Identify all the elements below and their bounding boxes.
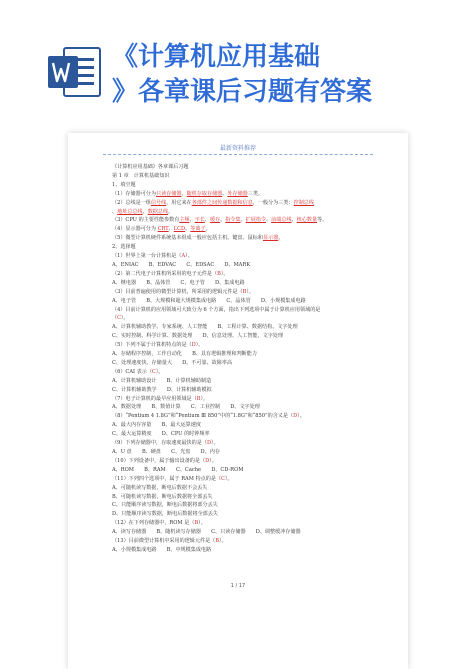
line-text: （6）CAI 表示（ (112, 368, 152, 375)
line-text: 。 (205, 226, 211, 233)
line-text: 、 (168, 226, 174, 233)
document-line (112, 234, 374, 243)
document-title-line-1: 《计算机应用基础 (112, 42, 321, 72)
document-line (112, 421, 374, 430)
line-text: （ (112, 315, 118, 322)
line-text: ）。 (224, 475, 233, 482)
line-text: 第 1 章 计算机基础知识 (112, 172, 170, 179)
line-text: 2、选择题 (112, 244, 136, 251)
document-line (112, 208, 374, 217)
choice-answer: B (215, 538, 220, 545)
document-body (112, 163, 374, 555)
line-text: A、ENIAC B、EDVAC C、EDSAC D、MARK (112, 261, 251, 268)
line-text: A、计算机辅助设计 B、计算机辅助制造 (112, 377, 212, 384)
fill-answer: 字长 (194, 217, 205, 224)
fill-answer: 各部件之间传递数据和信息 (191, 199, 253, 206)
fill-answer: 地址总总线 (117, 208, 143, 215)
document-line (112, 466, 374, 475)
document-line (112, 528, 374, 537)
line-text: A、读写存储器 B、随机读写存储器 C、只读存储器 D、调整缓冲存储器 (112, 529, 301, 536)
fill-answer: 前端总线 (271, 217, 292, 224)
line-text: ）。 (219, 538, 227, 545)
line-text: 1、填空题 (112, 181, 136, 188)
document-line (112, 270, 374, 279)
line-text: A、可随机读写数据，断电后数据不会丢失 (112, 484, 208, 491)
recommend-banner: 最新资料推荐 (103, 143, 373, 155)
line-text: ）。 (220, 270, 229, 277)
line-text: （10）下列设备中，属于输出设备的是（ (112, 457, 206, 464)
line-text: A、数据处理 B、数值计算 C、工业控制 D、文字处理 (112, 404, 260, 411)
document-line (112, 288, 374, 297)
line-text: A、最大内存容量 B、最大运算速度 (112, 422, 201, 429)
line-text: A、电子管 B、大规模和超大规模集成电路 C、晶体管 D、小规模集成电路 (112, 297, 306, 304)
document-line (112, 368, 374, 377)
line-text: ）。 (246, 288, 254, 295)
document-line (112, 439, 374, 448)
document-line (112, 519, 374, 528)
line-text: A、继电器 B、晶体管 C、电子管 D、集成电路 (112, 279, 245, 286)
line-text: ，一般分为三类： (252, 199, 294, 206)
document-line (112, 412, 374, 421)
line-text: （4）显示器可分为 (112, 226, 158, 233)
line-text: 、 (142, 208, 148, 215)
line-text: 、 (112, 208, 118, 215)
document-line (112, 546, 374, 555)
choice-answer: D (191, 342, 196, 349)
line-text: （5）下列不属于计算机特点的是（ (112, 342, 192, 349)
choice-answer: B (196, 395, 201, 402)
word-document-icon (46, 44, 102, 100)
document-page (68, 133, 408, 669)
line-text: A、小规模集成电路 B、中规模集成电路 (112, 546, 212, 553)
document-line (112, 350, 374, 359)
line-text: （5）微型计算机硬件系统基本组成一般应包括主机、键盘、鼠标和 (112, 235, 263, 242)
document-line (112, 297, 374, 306)
document-line (112, 332, 374, 341)
line-text: ）。 (209, 457, 217, 464)
document-line (112, 377, 374, 386)
line-text: （1）世界上第一台计算机是（ (112, 253, 182, 260)
document-line (112, 359, 374, 368)
document-line (112, 199, 374, 208)
fill-answer: 控制总线 (293, 199, 314, 206)
line-text: （11）下列四个选项中，属于 RAM 特点的是（ (112, 475, 222, 482)
document-line (112, 448, 374, 457)
line-text: 等。 (317, 217, 328, 224)
line-text: （3）CPU 的主要性能参数有 (112, 217, 180, 224)
fill-answer: 等离子 (190, 226, 206, 233)
line-text: A、存储程序控制，工作自动化 B、具有逻辑推理和判断能力 (112, 351, 257, 358)
fill-answer: 数据总线 (147, 208, 169, 215)
document-line (112, 501, 374, 510)
line-text: （9）下列存储器中，存取速度最快的是（ (112, 440, 207, 447)
document-line (112, 323, 374, 332)
line-text: （1）存储器可分为 (112, 190, 156, 197)
line-text: ）。 (195, 342, 204, 349)
line-text: ，用它来在 (166, 199, 192, 206)
line-text: （7）电子计算机的最早应用领域是（ (112, 395, 197, 402)
document-line (112, 190, 374, 199)
choice-answer: C (221, 475, 225, 482)
line-text: （2）第二代电子计算机所采用的电子元件是（ (112, 270, 218, 277)
line-text: 《计算机应用基础》各章课后习题 (112, 164, 189, 170)
line-text: C、处理速度快、存储量大 D、不可靠、故障率高 (112, 359, 233, 366)
line-text: （12）在下列存储器中，ROM 是（ (112, 520, 195, 527)
choice-answer: C (151, 368, 156, 375)
document-line (112, 225, 374, 234)
fill-answer: 随机存取存储器 (186, 190, 223, 197)
header (0, 0, 474, 120)
document-line (112, 314, 374, 323)
line-text: B、可随机读写数据，断电后数据将全部丢失 (112, 493, 213, 500)
fill-answer: 外存储器 (227, 190, 248, 197)
line-text: ）。 (297, 413, 305, 420)
choice-answer: B (194, 520, 199, 527)
document-line (112, 252, 374, 261)
line-text: 、 (204, 217, 210, 224)
line-text: 、 (220, 217, 226, 224)
line-text: 、 (189, 217, 195, 224)
line-text: C、最大运算精度 D、CPU 的时钟频率 (112, 431, 210, 438)
document-line (112, 403, 374, 412)
fill-answer: 缓存 (209, 217, 221, 224)
line-text: ）。 (185, 253, 193, 260)
page-number: 1 / 17 (230, 583, 246, 589)
document-line (112, 537, 374, 546)
document-line (112, 475, 374, 484)
choice-answer: A (181, 253, 186, 260)
line-text: （8）“Pentium 4 1.8G”和“Pentium Ⅲ 850”中的“1.8G”和“850”的含义是（ (112, 413, 294, 420)
line-text: D、只能顺序读写数据，断电后数据将全部丢失 (112, 511, 218, 518)
document-line (112, 395, 374, 404)
choice-answer: B (217, 270, 221, 277)
fill-answer: 指令集 (225, 217, 241, 224)
line-text: 、 (266, 217, 272, 224)
line-text: ）。 (198, 520, 206, 527)
fill-answer: 显示器 (262, 235, 279, 242)
line-text: ）。 (211, 440, 219, 447)
choice-answer: D (205, 457, 210, 464)
document-line (112, 172, 374, 181)
line-text: C、计算机辅助教学 D、计算机辅助模拟 (112, 386, 212, 393)
fill-answer: 只读存储器 (156, 190, 182, 197)
document-line (112, 510, 374, 519)
fill-answer: CRT (157, 226, 169, 233)
line-text: A、U 盘 B、硬盘 C、光盘 D、内存 (112, 449, 220, 455)
document-line (112, 163, 374, 172)
choice-answer: C (117, 315, 122, 322)
line-text: 。 (168, 208, 174, 215)
line-text: ）。 (121, 315, 129, 322)
choice-answer: D (206, 440, 212, 447)
line-text: （13）目前微型计算机中采用的逻辑元件是（ (112, 538, 216, 545)
document-line (112, 181, 374, 190)
fill-answer: 核心数量 (296, 217, 318, 224)
document-line (112, 484, 374, 493)
line-text: 。 (278, 235, 284, 242)
document-line (112, 279, 374, 288)
line-text: 、 (240, 217, 246, 224)
choice-answer: D (293, 413, 298, 420)
fill-answer: 信号线 (150, 199, 167, 206)
line-text: ）。 (200, 395, 209, 402)
line-text: （4）目前计算机的应用领域可大致分为 6 个方面，指出下列选项中属于计算机应用领域的是 (112, 306, 321, 313)
document-line (112, 216, 374, 225)
line-text: C、只能顺序读写数据，断电后数据将部分丢失 (112, 502, 218, 509)
document-line (112, 430, 374, 439)
document-line (112, 341, 374, 350)
document-line (112, 306, 374, 315)
line-text: 、 (185, 226, 191, 233)
line-text: ）。 (155, 368, 164, 375)
fill-answer: 主频 (179, 217, 190, 224)
document-line (112, 493, 374, 502)
line-text: （3）目前普遍使用的微型计算机，所采用的逻辑元件是（ (112, 288, 243, 295)
line-text: C、实时控制、科学计算、数据处理 D、信息处理、人工智能、文字处理 (112, 333, 283, 340)
line-text: 、 (222, 190, 228, 197)
line-text: A、计算机辅助教学、专家系统、人工智能 B、工程计算、数据结构、文字处理 (112, 324, 298, 331)
line-text: 、 (291, 217, 297, 224)
document-line (112, 457, 374, 466)
document-line (112, 243, 374, 252)
document-title-line-2: 》各章课后习题有答案 (112, 77, 373, 107)
document-line (112, 386, 374, 395)
fill-answer: LCD (173, 226, 186, 233)
line-text: （2）总线是一组 (112, 199, 151, 206)
fill-answer: 扩展指令 (245, 217, 267, 224)
choice-answer: B (242, 288, 247, 295)
line-text: 三类。 (247, 190, 264, 197)
line-text: A、ROM B、RAM C、Cache D、CD-ROM (112, 466, 244, 473)
line-text: 、 (181, 190, 187, 197)
document-line (112, 261, 374, 270)
